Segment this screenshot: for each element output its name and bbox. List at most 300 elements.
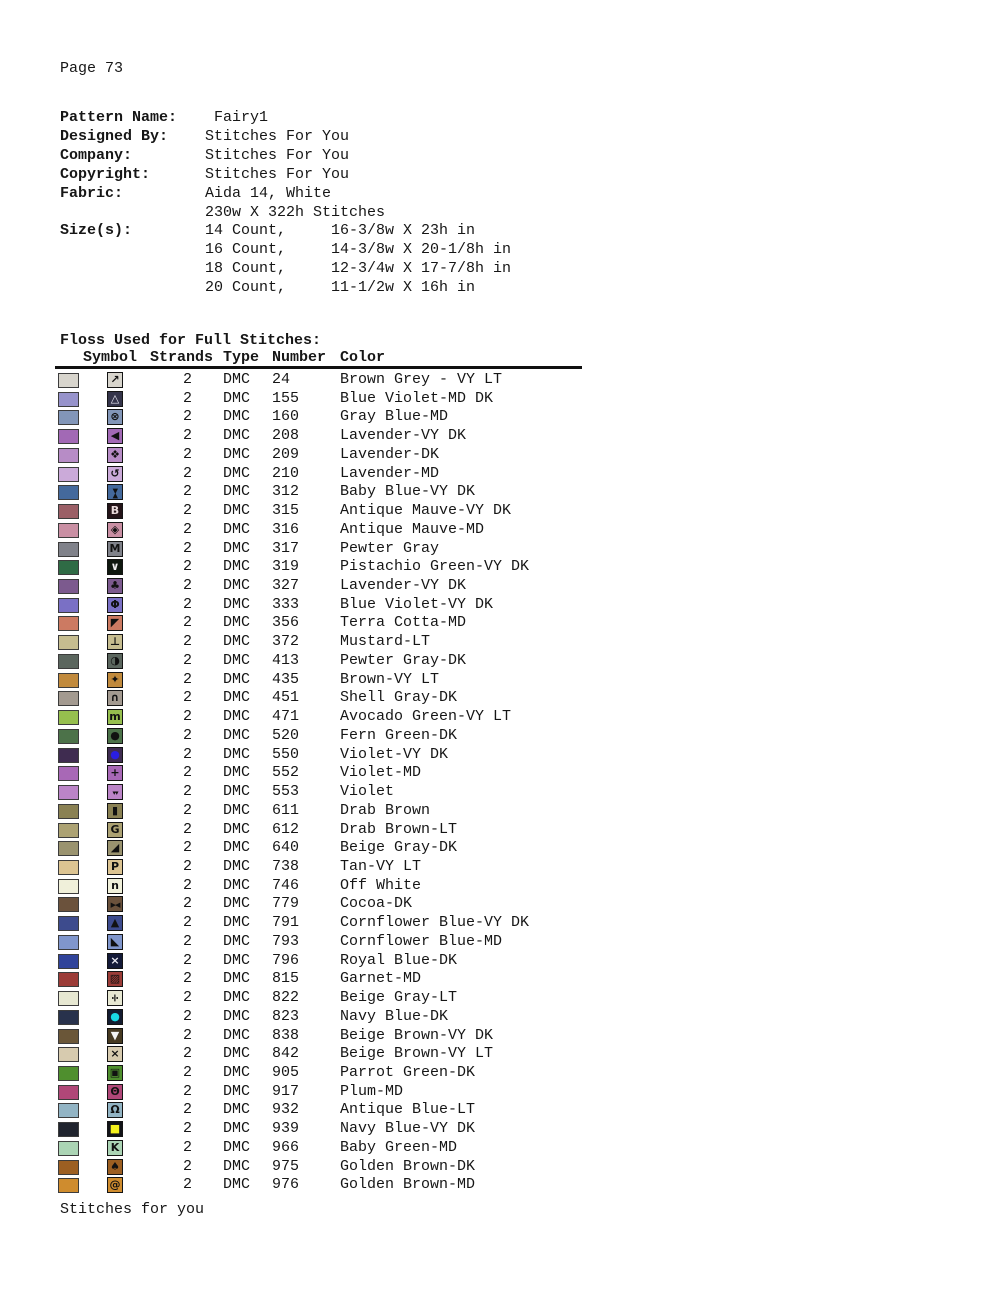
- color-name-cell: Cornflower Blue-MD: [340, 932, 503, 950]
- stitch-symbol-icon: [107, 578, 123, 594]
- floss-row: [0, 614, 1005, 633]
- type-cell: DMC: [223, 689, 251, 707]
- info-row: [60, 279, 820, 298]
- type-cell: DMC: [223, 502, 251, 520]
- number-cell: 842: [272, 1045, 300, 1063]
- type-cell: DMC: [223, 520, 251, 538]
- color-name-cell: Violet-VY DK: [340, 745, 449, 763]
- symbol-glyph: Φ: [110, 597, 120, 611]
- info-row: [60, 222, 820, 241]
- symbol-glyph: ●: [110, 728, 120, 742]
- info-value: Stitches For You: [205, 146, 350, 164]
- type-cell: DMC: [223, 1138, 251, 1156]
- floss-color-swatch: [58, 860, 79, 875]
- floss-row: [0, 633, 1005, 652]
- number-cell: 823: [272, 1007, 300, 1025]
- number-cell: 822: [272, 989, 300, 1007]
- symbol-glyph: ↺: [110, 466, 120, 480]
- floss-row: [0, 802, 1005, 821]
- stitch-symbol-icon: [107, 597, 123, 613]
- color-name-cell: Cocoa-DK: [340, 895, 413, 913]
- symbol-glyph: Ω: [110, 1103, 120, 1117]
- strands-cell: 2: [183, 651, 193, 669]
- color-name-cell: Tan-VY LT: [340, 857, 422, 875]
- floss-row: [0, 970, 1005, 989]
- type-cell: DMC: [223, 726, 251, 744]
- strands-cell: 2: [183, 1176, 193, 1194]
- color-name-cell: Lavender-MD: [340, 464, 440, 482]
- floss-row: [0, 708, 1005, 727]
- stitch-symbol-icon: [107, 1102, 123, 1118]
- column-header-strands: Strands: [150, 349, 214, 366]
- floss-row: [0, 1158, 1005, 1177]
- floss-row: [0, 858, 1005, 877]
- color-name-cell: Drab Brown-LT: [340, 820, 458, 838]
- stitch-symbol-icon: [107, 1009, 123, 1025]
- strands-cell: 2: [183, 951, 193, 969]
- strands-cell: 2: [183, 502, 193, 520]
- stitch-symbol-icon: [107, 690, 123, 706]
- stitch-symbol-icon: [107, 391, 123, 407]
- symbol-glyph: ♠: [110, 1159, 120, 1173]
- floss-color-swatch: [58, 1103, 79, 1118]
- floss-color-swatch: [58, 673, 79, 688]
- stitch-symbol-icon: [107, 1159, 123, 1175]
- type-cell: DMC: [223, 914, 251, 932]
- floss-color-swatch: [58, 972, 79, 987]
- color-name-cell: Navy Blue-DK: [340, 1007, 449, 1025]
- number-cell: 746: [272, 876, 300, 894]
- number-cell: 520: [272, 726, 300, 744]
- floss-row: [0, 1083, 1005, 1102]
- floss-row: [0, 895, 1005, 914]
- info-row: [60, 241, 820, 260]
- strands-cell: 2: [183, 970, 193, 988]
- floss-color-swatch: [58, 897, 79, 912]
- type-cell: DMC: [223, 876, 251, 894]
- strands-cell: 2: [183, 577, 193, 595]
- type-cell: DMC: [223, 1082, 251, 1100]
- color-name-cell: Brown-VY LT: [340, 670, 440, 688]
- strands-cell: 2: [183, 389, 193, 407]
- floss-row: [0, 821, 1005, 840]
- info-value: 20 Count, 11-1/2w X 16h in: [205, 279, 476, 297]
- color-name-cell: Pewter Gray-DK: [340, 651, 467, 669]
- number-cell: 312: [272, 483, 300, 501]
- stitch-symbol-icon: [107, 896, 123, 912]
- stitch-symbol-icon: [107, 840, 123, 856]
- type-cell: DMC: [223, 1176, 251, 1194]
- color-name-cell: Antique Mauve-MD: [340, 520, 485, 538]
- floss-color-swatch: [58, 935, 79, 950]
- page-number-label: Page 73: [60, 60, 124, 77]
- stitch-symbol-icon: [107, 953, 123, 969]
- symbol-glyph: G: [110, 822, 120, 836]
- number-cell: 327: [272, 577, 300, 595]
- color-name-cell: Lavender-VY DK: [340, 577, 467, 595]
- floss-row: [0, 446, 1005, 465]
- symbol-glyph: ◤: [110, 616, 120, 630]
- color-name-cell: Pewter Gray: [340, 539, 440, 557]
- symbol-glyph: ◢: [110, 841, 120, 855]
- floss-color-swatch: [58, 1141, 79, 1156]
- floss-color-swatch: [58, 373, 79, 388]
- symbol-glyph: ∨: [110, 560, 120, 574]
- number-cell: 315: [272, 502, 300, 520]
- color-name-cell: Lavender-VY DK: [340, 427, 467, 445]
- type-cell: DMC: [223, 651, 251, 669]
- number-cell: 975: [272, 1157, 300, 1175]
- color-name-cell: Beige Brown-VY LT: [340, 1045, 494, 1063]
- type-cell: DMC: [223, 839, 251, 857]
- floss-color-swatch: [58, 485, 79, 500]
- number-cell: 552: [272, 764, 300, 782]
- symbol-glyph: K: [110, 1140, 120, 1154]
- info-label: Pattern Name:: [60, 109, 178, 126]
- type-cell: DMC: [223, 1120, 251, 1138]
- number-cell: 917: [272, 1082, 300, 1100]
- symbol-glyph: M: [109, 541, 121, 555]
- number-cell: 333: [272, 595, 300, 613]
- floss-row: [0, 933, 1005, 952]
- stitch-symbol-icon: [107, 503, 123, 519]
- type-cell: DMC: [223, 427, 251, 445]
- stitch-symbol-icon: [107, 615, 123, 631]
- color-name-cell: Baby Blue-VY DK: [340, 483, 476, 501]
- stitch-symbol-icon: [107, 1065, 123, 1081]
- number-cell: 372: [272, 633, 300, 651]
- type-cell: DMC: [223, 408, 251, 426]
- type-cell: DMC: [223, 951, 251, 969]
- strands-cell: 2: [183, 932, 193, 950]
- strands-cell: 2: [183, 595, 193, 613]
- type-cell: DMC: [223, 801, 251, 819]
- type-cell: DMC: [223, 614, 251, 632]
- floss-color-swatch: [58, 841, 79, 856]
- number-cell: 317: [272, 539, 300, 557]
- number-cell: 550: [272, 745, 300, 763]
- stitch-symbol-icon: [107, 709, 123, 725]
- floss-color-swatch: [58, 560, 79, 575]
- type-cell: DMC: [223, 389, 251, 407]
- symbol-glyph: ♣: [110, 579, 120, 593]
- floss-color-swatch: [58, 823, 79, 838]
- floss-row: [0, 371, 1005, 390]
- stitch-symbol-icon: [107, 784, 123, 800]
- info-row: [60, 147, 820, 166]
- strands-cell: 2: [183, 745, 193, 763]
- info-value: Stitches For You: [205, 127, 350, 145]
- stitch-symbol-icon: [107, 541, 123, 557]
- column-header-symbol: Symbol: [83, 349, 138, 366]
- floss-row: [0, 1101, 1005, 1120]
- number-cell: 793: [272, 932, 300, 950]
- type-cell: DMC: [223, 670, 251, 688]
- type-cell: DMC: [223, 633, 251, 651]
- symbol-glyph: ↗: [110, 373, 120, 386]
- stitch-symbol-icon: [107, 747, 123, 763]
- info-row: [60, 260, 820, 279]
- number-cell: 932: [272, 1101, 300, 1119]
- floss-row: [0, 577, 1005, 596]
- floss-color-swatch: [58, 654, 79, 669]
- color-name-cell: Cornflower Blue-VY DK: [340, 914, 530, 932]
- floss-color-swatch: [58, 542, 79, 557]
- color-name-cell: Beige Gray-DK: [340, 839, 458, 857]
- symbol-glyph: ▾▾: [112, 789, 118, 798]
- stitch-symbol-icon: [107, 372, 123, 388]
- strands-cell: 2: [183, 464, 193, 482]
- floss-color-swatch: [58, 748, 79, 763]
- number-cell: 208: [272, 427, 300, 445]
- strands-cell: 2: [183, 1157, 193, 1175]
- type-cell: DMC: [223, 1101, 251, 1119]
- color-name-cell: Violet: [340, 783, 395, 801]
- symbol-glyph: ×: [110, 953, 120, 967]
- info-value: 16 Count, 14-3/8w X 20-1/8h in: [205, 241, 512, 259]
- floss-color-swatch: [58, 879, 79, 894]
- strands-cell: 2: [183, 1064, 193, 1081]
- color-name-cell: Gray Blue-MD: [340, 408, 449, 426]
- strands-cell: 2: [183, 876, 193, 894]
- stitch-symbol-icon: [107, 934, 123, 950]
- number-cell: 611: [272, 801, 300, 819]
- color-name-cell: Violet-MD: [340, 764, 422, 782]
- color-name-cell: Navy Blue-VY DK: [340, 1120, 476, 1138]
- column-header-color: Color: [340, 349, 386, 366]
- info-value: Stitches For You: [205, 165, 350, 183]
- stitch-symbol-icon: [107, 859, 123, 875]
- type-cell: DMC: [223, 895, 251, 913]
- stitch-symbol-icon: [107, 447, 123, 463]
- color-name-cell: Beige Gray-LT: [340, 989, 458, 1007]
- strands-cell: 2: [183, 839, 193, 857]
- info-row: [60, 166, 820, 185]
- strands-cell: 2: [183, 371, 193, 388]
- stitch-symbol-icon: [107, 1046, 123, 1062]
- stitch-symbol-icon: [107, 803, 123, 819]
- symbol-glyph: ◑: [110, 653, 120, 667]
- info-label: Copyright:: [60, 165, 151, 183]
- info-row: [60, 185, 820, 204]
- floss-color-swatch: [58, 392, 79, 407]
- color-name-cell: Garnet-MD: [340, 970, 422, 988]
- floss-color-swatch: [58, 410, 79, 425]
- floss-color-swatch: [58, 766, 79, 781]
- floss-color-swatch: [58, 804, 79, 819]
- stitch-symbol-icon: [107, 559, 123, 575]
- strands-cell: 2: [183, 914, 193, 932]
- floss-row: [0, 689, 1005, 708]
- floss-row: [0, 1176, 1005, 1195]
- info-value: Fairy1: [205, 109, 269, 126]
- floss-color-swatch: [58, 1010, 79, 1025]
- strands-cell: 2: [183, 801, 193, 819]
- strands-cell: 2: [183, 1045, 193, 1063]
- type-cell: DMC: [223, 464, 251, 482]
- number-cell: 738: [272, 857, 300, 875]
- strands-cell: 2: [183, 820, 193, 838]
- floss-row: [0, 839, 1005, 858]
- floss-row: [0, 1008, 1005, 1027]
- floss-color-swatch: [58, 598, 79, 613]
- color-name-cell: Pistachio Green-VY DK: [340, 558, 530, 576]
- floss-color-swatch: [58, 1122, 79, 1137]
- number-cell: 553: [272, 783, 300, 801]
- color-name-cell: Off White: [340, 876, 422, 894]
- symbol-glyph: ✦: [110, 672, 120, 686]
- floss-row: [0, 671, 1005, 690]
- floss-color-swatch: [58, 616, 79, 631]
- number-cell: 155: [272, 389, 300, 407]
- color-name-cell: Brown Grey - VY LT: [340, 371, 503, 388]
- type-cell: DMC: [223, 764, 251, 782]
- color-name-cell: Golden Brown-DK: [340, 1157, 476, 1175]
- symbol-glyph: ■: [109, 1122, 121, 1136]
- info-row: [60, 128, 820, 147]
- strands-cell: 2: [183, 783, 193, 801]
- floss-row: [0, 952, 1005, 971]
- floss-row: [0, 558, 1005, 577]
- symbol-glyph: ▲: [110, 916, 120, 930]
- color-name-cell: Royal Blue-DK: [340, 951, 458, 969]
- strands-cell: 2: [183, 408, 193, 426]
- type-cell: DMC: [223, 539, 251, 557]
- floss-color-swatch: [58, 1178, 79, 1193]
- floss-color-swatch: [58, 635, 79, 650]
- type-cell: DMC: [223, 595, 251, 613]
- color-name-cell: Baby Green-MD: [340, 1138, 458, 1156]
- floss-color-swatch: [58, 954, 79, 969]
- strands-cell: 2: [183, 689, 193, 707]
- floss-color-swatch: [58, 504, 79, 519]
- number-cell: 838: [272, 1026, 300, 1044]
- symbol-glyph: ❖: [110, 447, 120, 461]
- type-cell: DMC: [223, 1045, 251, 1063]
- stitch-symbol-icon: [107, 915, 123, 931]
- floss-table-title: Floss Used for Full Stitches:: [60, 332, 322, 349]
- strands-cell: 2: [183, 558, 193, 576]
- floss-row: [0, 390, 1005, 409]
- type-cell: DMC: [223, 558, 251, 576]
- floss-color-swatch: [58, 691, 79, 706]
- stitch-symbol-icon: [107, 1177, 123, 1193]
- number-cell: 966: [272, 1138, 300, 1156]
- strands-cell: 2: [183, 539, 193, 557]
- number-cell: 316: [272, 520, 300, 538]
- type-cell: DMC: [223, 820, 251, 838]
- number-cell: 612: [272, 820, 300, 838]
- type-cell: DMC: [223, 932, 251, 950]
- symbol-glyph: ÷: [109, 993, 122, 1003]
- stitch-symbol-icon: [107, 971, 123, 987]
- stitch-symbol-icon: [107, 728, 123, 744]
- footer-text: Stitches for you: [60, 1201, 205, 1218]
- type-cell: DMC: [223, 708, 251, 726]
- symbol-glyph: +: [110, 766, 120, 780]
- strands-cell: 2: [183, 1138, 193, 1156]
- floss-row: [0, 502, 1005, 521]
- color-name-cell: Drab Brown: [340, 801, 431, 819]
- stitch-symbol-icon: [107, 672, 123, 688]
- symbol-glyph: @: [109, 1178, 121, 1192]
- type-cell: DMC: [223, 745, 251, 763]
- symbol-glyph: m: [109, 710, 121, 724]
- symbol-glyph: ▣: [109, 1066, 121, 1079]
- info-value: Aida 14, White: [205, 184, 332, 202]
- floss-row: [0, 764, 1005, 783]
- info-value: 18 Count, 12-3/4w X 17-7/8h in: [205, 260, 512, 278]
- number-cell: 24: [272, 371, 291, 388]
- symbol-glyph: ◀: [110, 429, 120, 443]
- floss-row: [0, 427, 1005, 446]
- floss-row: [0, 989, 1005, 1008]
- color-name-cell: Mustard-LT: [340, 633, 431, 651]
- number-cell: 791: [272, 914, 300, 932]
- number-cell: 209: [272, 445, 300, 463]
- color-name-cell: Shell Gray-DK: [340, 689, 458, 707]
- symbol-glyph: ▶◀: [111, 488, 119, 498]
- strands-cell: 2: [183, 1007, 193, 1025]
- type-cell: DMC: [223, 577, 251, 595]
- info-label: Fabric:: [60, 184, 124, 202]
- floss-color-swatch: [58, 1047, 79, 1062]
- floss-row: [0, 521, 1005, 540]
- floss-row: [0, 1064, 1005, 1083]
- symbol-glyph: ●: [110, 1009, 120, 1023]
- number-cell: 160: [272, 408, 300, 426]
- floss-row: [0, 483, 1005, 502]
- type-cell: DMC: [223, 857, 251, 875]
- strands-cell: 2: [183, 670, 193, 688]
- floss-row: [0, 540, 1005, 559]
- stitch-symbol-icon: [107, 428, 123, 444]
- symbol-glyph: ∩: [110, 691, 120, 705]
- floss-row: [0, 1139, 1005, 1158]
- stitch-symbol-icon: [107, 1028, 123, 1044]
- number-cell: 435: [272, 670, 300, 688]
- stitch-symbol-icon: [107, 409, 123, 425]
- stitch-symbol-icon: [107, 1121, 123, 1137]
- symbol-glyph: △: [110, 391, 120, 405]
- color-name-cell: Avocado Green-VY LT: [340, 708, 512, 726]
- type-cell: DMC: [223, 1026, 251, 1044]
- floss-row: [0, 1045, 1005, 1064]
- strands-cell: 2: [183, 427, 193, 445]
- symbol-glyph: P: [110, 859, 120, 873]
- floss-color-swatch: [58, 1085, 79, 1100]
- floss-color-swatch: [58, 579, 79, 594]
- number-cell: 815: [272, 970, 300, 988]
- column-header-number: Number: [272, 349, 327, 366]
- stitch-symbol-icon: [107, 484, 123, 500]
- type-cell: DMC: [223, 1064, 251, 1081]
- type-cell: DMC: [223, 1157, 251, 1175]
- stitch-symbol-icon: [107, 653, 123, 669]
- symbol-glyph: ×: [110, 1047, 120, 1061]
- color-name-cell: Golden Brown-MD: [340, 1176, 476, 1194]
- strands-cell: 2: [183, 708, 193, 726]
- floss-row: [0, 783, 1005, 802]
- stitch-symbol-icon: [107, 466, 123, 482]
- stitch-symbol-icon: [107, 822, 123, 838]
- stitch-symbol-icon: [107, 765, 123, 781]
- column-header-type: Type: [223, 349, 260, 366]
- symbol-glyph: ⊥: [109, 635, 121, 649]
- floss-color-swatch: [58, 916, 79, 931]
- number-cell: 905: [272, 1064, 300, 1081]
- floss-color-swatch: [58, 729, 79, 744]
